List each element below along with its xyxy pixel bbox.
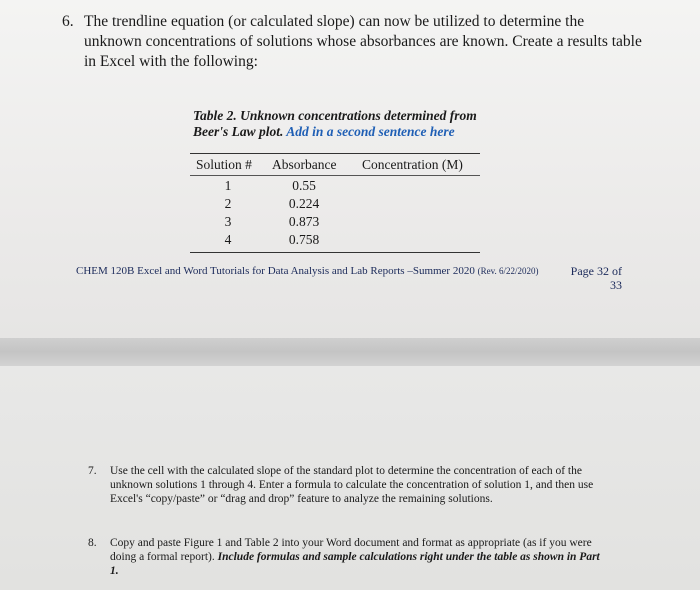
step-text: The trendline equation (or calculated slope) can now be utilized to determine the unknown concentrations of solutions whose absorbances are known. Create a results table in Excel with the following:	[84, 13, 642, 70]
footer-revision: (Rev. 6/22/2020)	[477, 266, 539, 276]
cell-absorbance-4: 0.758	[288, 232, 320, 247]
step-number: 7.	[88, 465, 97, 477]
step-emphasis: Include formulas and sample calculations right under the table as shown in Part 1.	[110, 551, 600, 577]
table-header-rule	[190, 175, 480, 176]
footer-title: CHEM 120B Excel and Word Tutorials for Data Analysis and Lab Reports –Summer 2020	[76, 265, 475, 277]
document-page-33	[0, 366, 700, 590]
cell-solution-4: 4	[224, 232, 232, 247]
caption-placeholder: Add in a second sentence here	[286, 124, 455, 139]
step-number: 8.	[88, 537, 97, 549]
page-break	[0, 338, 700, 366]
header-concentration: Concentration (M)	[362, 157, 463, 172]
table-bottom-rule	[190, 252, 480, 253]
step-text: Copy and paste Figure 1 and Table 2 into your Word document and format as appropriate (as if you were doing a formal report). Include formulas and sample calculations right under the table as shown in Part 1.	[110, 537, 600, 577]
page-footer	[76, 265, 539, 277]
cell-absorbance-1: 0.55	[292, 178, 316, 193]
page-number: Page 32 of 33	[570, 264, 622, 292]
caption-main: Table 2. Unknown concentrations determined from Beer's Law plot.	[193, 108, 477, 139]
cell-solution-1: 1	[224, 178, 232, 193]
table-caption	[193, 108, 483, 140]
step-text: Use the cell with the calculated slope of the standard plot to determine the concentration of each of the unknown solutions 1 through 4. Enter a formula to calculate the concentration of solution 1, and then use Excel's “copy/paste” or “drag and drop” feature to analyze the remaining solutions.	[110, 465, 594, 505]
table-top-rule	[190, 153, 480, 154]
cell-absorbance-3: 0.873	[288, 214, 320, 229]
header-solution: Solution #	[196, 157, 252, 172]
step-number: 6.	[62, 13, 74, 30]
cell-absorbance-2: 0.224	[288, 196, 320, 211]
cell-solution-2: 2	[224, 196, 232, 211]
cell-solution-3: 3	[224, 214, 232, 229]
header-absorbance: Absorbance	[272, 157, 337, 172]
